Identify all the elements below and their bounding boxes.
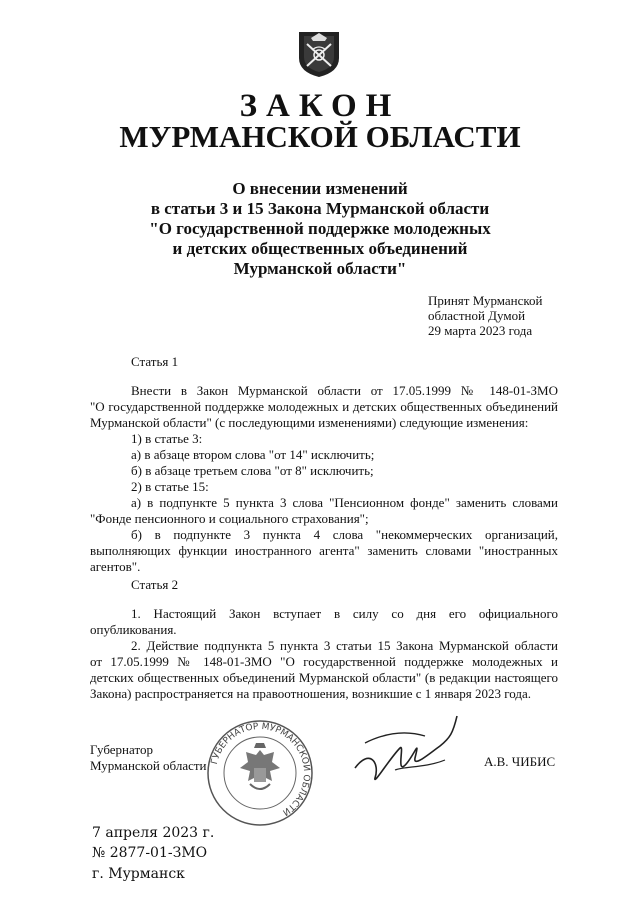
- article-1-line: "О государственной поддержке молодежных и детских общественных объединений: [90, 399, 558, 414]
- adoption-line: 29 марта 2023 года: [428, 323, 533, 338]
- article-2-line: Закона) распространяется на правоотношения, возникшие с 1 января 2023 года.: [90, 686, 531, 701]
- subject-line: "О государственной поддержке молодежных: [149, 219, 491, 238]
- article-1-line: 2) в статье 15:: [131, 479, 209, 494]
- adoption-note: [428, 293, 543, 338]
- seal-text: ГУБЕРНАТОР МУРМАНСКОЙ ОБЛАСТИ: [209, 721, 312, 817]
- sign-date: 7 апреля 2023 г.: [92, 825, 215, 841]
- article-1-line: б) в абзаце третьем слова "от 8" исключить;: [131, 463, 374, 478]
- region-title: МУРМАНСКОЙ ОБЛАСТИ: [119, 119, 521, 154]
- adoption-line: областной Думой: [428, 308, 526, 323]
- article-1-line: а) в абзаце втором слова "от 14" исключить;: [131, 447, 375, 462]
- article-1-line: "Фонде пенсионного и социального страхования";: [90, 511, 369, 526]
- subject-line: и детских общественных объединений: [172, 239, 468, 258]
- article-2-line: от 17.05.1999 № 148-01-ЗМО "О государственной поддержке молодежных и: [90, 654, 558, 669]
- article-1-line: а) в подпункте 5 пункта 3 слова "Пенсионном фонде" заменить словами: [131, 495, 558, 510]
- murmansk-coat-of-arms-icon: [296, 28, 342, 78]
- article-1-heading: Статья 1: [131, 354, 179, 369]
- article-1-line: Мурманской области" (с последующими изменениями) следующие изменения:: [90, 415, 529, 430]
- subject-line: О внесении изменений: [232, 179, 408, 198]
- article-2-line: 1. Настоящий Закон вступает в силу со дня его официального: [131, 606, 558, 621]
- law-subject: [120, 179, 520, 279]
- handwritten-signature-icon: [345, 708, 465, 793]
- article-1-line: агентов".: [90, 559, 141, 574]
- article-2-line: детских общественных объединений Мурманской области" (в редакции настоящего: [90, 670, 558, 685]
- governor-title: Губернатор: [90, 742, 153, 757]
- state-eagle-seal-icon: [205, 718, 315, 828]
- subject-line: в статьи 3 и 15 Закона Мурманской области: [150, 199, 490, 218]
- article-1-line: выполняющих функции иностранного агента" заменить словами "иностранных: [90, 543, 558, 558]
- article-2-heading: Статья 2: [131, 577, 179, 592]
- governor-name: А.В. ЧИБИС: [484, 754, 556, 769]
- adoption-line: Принят Мурманской: [428, 293, 543, 308]
- law-title: ЗАКОН: [239, 88, 401, 124]
- governor-region: Мурманской области: [90, 758, 207, 773]
- article-1-line: Внести в Закон Мурманской области от 17.05.1999 № 148-01-ЗМО: [131, 383, 558, 398]
- law-number: № 2877-01-ЗМО: [92, 845, 208, 861]
- subject-line: Мурманской области": [233, 259, 407, 278]
- article-2-line: 2. Действие подпункта 5 пункта 3 статьи 15 Закона Мурманской области: [131, 638, 558, 653]
- city: г. Мурманск: [92, 866, 185, 882]
- article-2-line: опубликования.: [90, 622, 177, 637]
- article-1-line: 1) в статье 3:: [131, 431, 203, 446]
- article-1-line: б) в подпункте 3 пункта 4 слова "некоммерческих организаций,: [131, 527, 558, 542]
